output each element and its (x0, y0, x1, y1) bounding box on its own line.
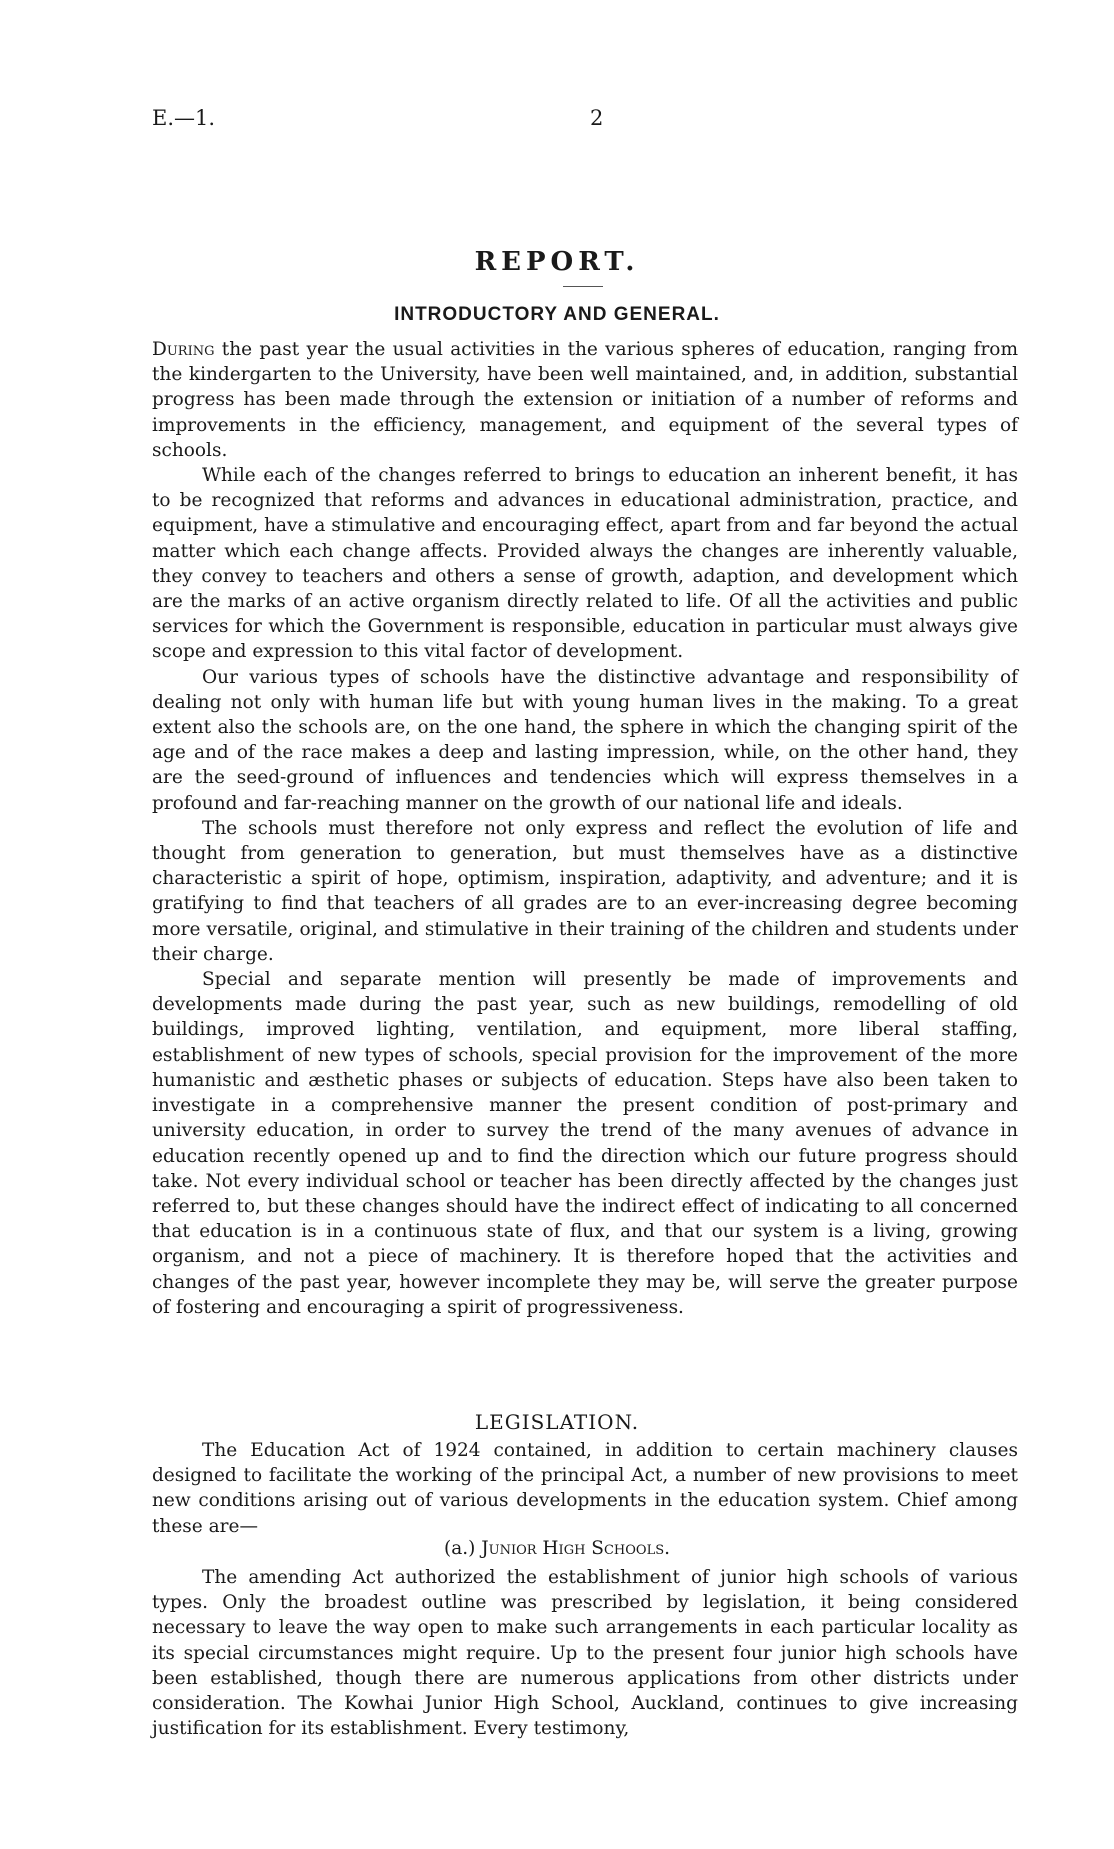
subheading-text: Junior High Schools. (481, 1538, 670, 1559)
subheading-prefix: (a.) (443, 1538, 482, 1559)
introductory-section (152, 337, 1018, 1320)
page-number: 2 (590, 106, 604, 130)
legislation-section (152, 1438, 1018, 1539)
intro-paragraph-1-text: the past year the usual activities in the various spheres of education, ranging from the kindergarten to the University, have been well maintained, and, in addition, substantial progress has been made through the extension or initiation of a number of reforms and improvements in the efficiency, management, and equipment of the several types of schools. (152, 339, 1018, 461)
legislation-heading: LEGISLATION. (474, 1410, 640, 1434)
intro-paragraph-3: Our various types of schools have the distinctive advantage and responsibility of dealing not only with human life but with young human lives in the making. To a great extent also the schools are, on the one hand, the sphere in which the changing spirit of the age and of the race makes a deep and lasting impression, while, on the other hand, they are the seed-ground of influences and tendencies which will express themselves in a profound and far-reaching manner on the growth of our national life and ideals. (152, 666, 1018, 814)
intro-paragraph-4: The schools must therefore not only express and reflect the evolution of life and thought from generation to generation, but must themselves have as a distinctive characteristic a spirit of hope, optimism, inspiration, adaptivity, and adventure; and it is gratifying to find that teachers of all grades are to an ever-increasing degree becoming more versatile, original, and stimulative in their training of the children and students under their charge. (152, 817, 1018, 965)
lead-word: During (152, 339, 215, 360)
intro-paragraph-2: While each of the changes referred to brings to education an inherent benefit, it has to be recognized that reforms and advances in educational administration, practice, and equipment, have a stimulative and encouraging effect, apart from and far beyond the actual matter which each change affects. Provided always the changes are inherently valuable, they convey to teachers and others a sense of growth, adaption, and development which are the marks of an active organism directly related to life. Of all the activities and public services for which the Government is responsible, education in particular must always give scope and expression to this vital factor of development. (152, 465, 1018, 663)
legislation-paragraph-2: The amending Act authorized the establishment of junior high schools of various types. Only the broadest outline was prescribed by legislation, it being considered necessary to leave the way open to make such arrangements in each particular locality as its special circumstances might require. Up to the present four junior high schools have been established, though there are numerous applications from other districts under consideration. The Kowhai Junior High School, Auckland, continues to give increasing justification for its establishment. Every testimony, (152, 1567, 1018, 1740)
junior-high-schools-section (152, 1565, 1018, 1741)
junior-high-schools-subheading (0, 1538, 1114, 1559)
report-title: REPORT. (474, 247, 640, 277)
intro-paragraph-1 (152, 337, 1018, 463)
title-divider (563, 286, 603, 287)
legislation-paragraph-1: The Education Act of 1924 contained, in addition to certain machinery clauses designed to facilitate the working of the principal Act, a number of new provisions to meet new conditions arising out of various developments in the education system. Chief among these are— (152, 1440, 1018, 1537)
document-code: E.—1. (152, 106, 216, 130)
page-header (152, 106, 1027, 132)
section-heading: INTRODUCTORY AND GENERAL. (394, 304, 720, 325)
intro-paragraph-5: Special and separate mention will presently be made of improvements and developments made during the past year, such as new buildings, remodelling of old buildings, improved lighting, ventilation, and equipment, more liberal staffing, establishment of new types of schools, special provision for the improvement of the more humanistic and æsthetic phases or subjects of education. Steps have also been taken to investigate in a comprehensive manner the present condition of post-primary and university education, in order to survey the trend of the many avenues of advance in education recently opened up and to find the direction which our future progress should take. Not every individual school or teacher has been directly affected by the changes just referred to, but these changes should have the indirect effect of indicating to all concerned that education is in a continuous state of flux, and that our system is a living, growing organism, and not a piece of machinery. It is therefore hoped that the activities and changes of the past year, however incomplete they may be, will serve the greater purpose of fostering and encouraging a spirit of progressiveness. (152, 969, 1018, 1318)
